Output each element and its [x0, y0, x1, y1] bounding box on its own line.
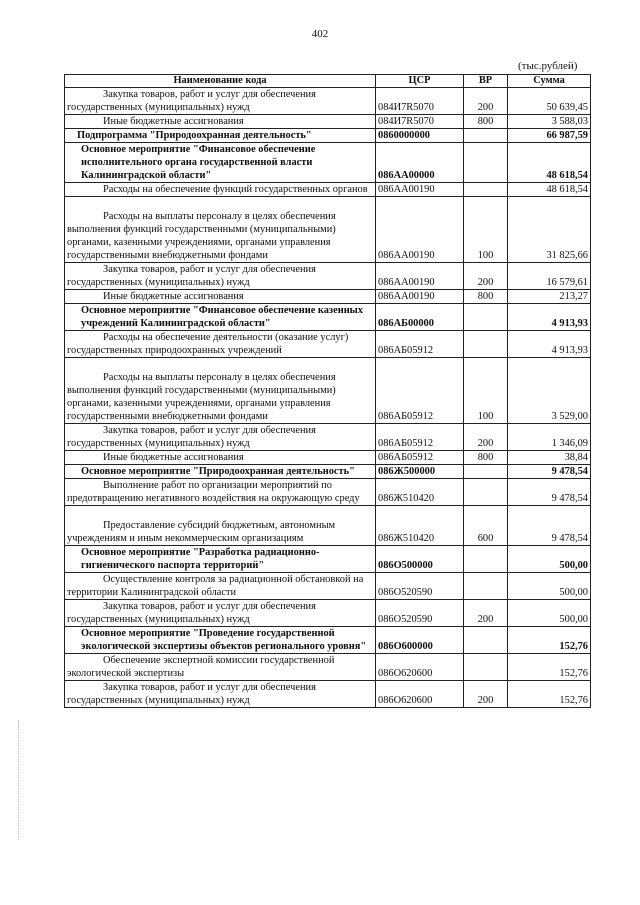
row-code: 086О600000 [376, 627, 464, 654]
table-row [65, 129, 591, 143]
row-vr [464, 627, 508, 654]
row-sum: 500,00 [508, 573, 591, 600]
header-vr: ВР [464, 75, 508, 88]
page-number: 402 [311, 28, 329, 40]
scan-margin-mark [18, 720, 20, 840]
table-row [65, 546, 591, 573]
row-sum: 3 529,00 [508, 358, 591, 424]
row-code: 086АА00190 [376, 183, 464, 197]
row-name: Основное мероприятие "Проведение государственной экологической экспертизы объектов регионального уровня" [65, 627, 376, 654]
table-row [65, 451, 591, 465]
row-code: 086АА00190 [376, 290, 464, 304]
row-code: 086АБ05912 [376, 451, 464, 465]
row-sum: 50 639,45 [508, 88, 591, 115]
row-code: 0860000000 [376, 129, 464, 143]
header-csr: ЦСР [376, 75, 464, 88]
row-vr: 800 [464, 290, 508, 304]
row-vr: 800 [464, 451, 508, 465]
row-sum: 16 579,61 [508, 263, 591, 290]
table-row [65, 600, 591, 627]
table-row [65, 573, 591, 600]
row-sum: 500,00 [508, 600, 591, 627]
row-name: Основное мероприятие "Финансовое обеспечение исполнительного органа государственной власти Калининградской области" [65, 143, 376, 183]
row-code: 084И7R5070 [376, 88, 464, 115]
table-row [65, 654, 591, 681]
table-row [65, 358, 591, 424]
row-sum: 9 478,54 [508, 506, 591, 546]
header-sum: Сумма [508, 75, 591, 88]
row-name: Обеспечение экспертной комиссии государственной экологической экспертизы [65, 654, 376, 681]
row-code: 086АА00190 [376, 197, 464, 263]
row-name: Выполнение работ по организации мероприятий по предотвращению негативного воздействия на окружающую среду [65, 479, 376, 506]
table-row [65, 424, 591, 451]
row-name: Иные бюджетные ассигнования [65, 451, 376, 465]
row-vr [464, 479, 508, 506]
row-code: 086АБ05912 [376, 331, 464, 358]
row-name: Иные бюджетные ассигнования [65, 115, 376, 129]
row-vr: 100 [464, 358, 508, 424]
row-vr: 200 [464, 600, 508, 627]
table-row [65, 88, 591, 115]
table-row [65, 506, 591, 546]
table-row [65, 183, 591, 197]
table-row [65, 304, 591, 331]
row-vr [464, 143, 508, 183]
row-sum: 4 913,93 [508, 304, 591, 331]
row-vr [464, 546, 508, 573]
row-code: 086О520590 [376, 600, 464, 627]
row-vr: 200 [464, 88, 508, 115]
row-code: 086АБ00000 [376, 304, 464, 331]
row-vr: 200 [464, 263, 508, 290]
row-name: Основное мероприятие "Разработка радиационно-гигиенического паспорта территорий" [65, 546, 376, 573]
header-name: Наименование кода [65, 75, 376, 88]
row-code: 086О500000 [376, 546, 464, 573]
row-vr: 200 [464, 681, 508, 708]
row-name: Основное мероприятие "Финансовое обеспечение казенных учреждений Калининградской области" [65, 304, 376, 331]
row-sum: 152,76 [508, 654, 591, 681]
row-vr [464, 654, 508, 681]
row-sum: 1 346,09 [508, 424, 591, 451]
row-code: 086Ж500000 [376, 465, 464, 479]
row-code: 086АБ05912 [376, 358, 464, 424]
row-vr [464, 183, 508, 197]
row-sum: 500,00 [508, 546, 591, 573]
row-code: 084И7R5070 [376, 115, 464, 129]
row-vr [464, 465, 508, 479]
row-code: 086Ж510420 [376, 506, 464, 546]
row-sum: 3 588,03 [508, 115, 591, 129]
table-row [65, 681, 591, 708]
row-code: 086АБ05912 [376, 424, 464, 451]
table-header-row [65, 75, 591, 88]
row-code: 086О520590 [376, 573, 464, 600]
table-row [65, 115, 591, 129]
row-code: 086АА00190 [376, 263, 464, 290]
row-sum: 9 478,54 [508, 465, 591, 479]
row-name: Закупка товаров, работ и услуг для обеспечения государственных (муниципальных) нужд [65, 424, 376, 451]
row-sum: 48 618,54 [508, 143, 591, 183]
row-name: Расходы на выплаты персоналу в целях обеспечения выполнения функций государственными (муниципальными) органами, казенными учреждениями, органами управления государственными внебюджетными фондами [65, 358, 376, 424]
table-row [65, 290, 591, 304]
row-vr: 200 [464, 424, 508, 451]
row-name: Закупка товаров, работ и услуг для обеспечения государственных (муниципальных) нужд [65, 263, 376, 290]
row-name: Расходы на обеспечение деятельности (оказание услуг) государственных природоохранных учреждений [65, 331, 376, 358]
row-name: Закупка товаров, работ и услуг для обеспечения государственных (муниципальных) нужд [65, 600, 376, 627]
row-vr: 600 [464, 506, 508, 546]
row-code: 086О620600 [376, 654, 464, 681]
row-sum: 213,27 [508, 290, 591, 304]
row-sum: 152,76 [508, 681, 591, 708]
row-name: Расходы на обеспечение функций государственных органов [65, 183, 376, 197]
row-name: Осуществление контроля за радиационной обстановкой на территории Калининградской области [65, 573, 376, 600]
row-name: Подпрограмма "Природоохранная деятельность" [65, 129, 376, 143]
row-sum: 31 825,66 [508, 197, 591, 263]
budget-table [64, 74, 591, 708]
row-vr [464, 573, 508, 600]
table-row [65, 197, 591, 263]
row-code: 086АА00000 [376, 143, 464, 183]
table-row [65, 263, 591, 290]
row-sum: 66 987,59 [508, 129, 591, 143]
row-name: Закупка товаров, работ и услуг для обеспечения государственных (муниципальных) нужд [65, 681, 376, 708]
row-sum: 152,76 [508, 627, 591, 654]
row-sum: 9 478,54 [508, 479, 591, 506]
row-name: Основное мероприятие "Природоохранная деятельность" [65, 465, 376, 479]
row-code: 086О620600 [376, 681, 464, 708]
row-code: 086Ж510420 [376, 479, 464, 506]
table-row [65, 331, 591, 358]
table-row [65, 479, 591, 506]
row-name: Закупка товаров, работ и услуг для обеспечения государственных (муниципальных) нужд [65, 88, 376, 115]
table-row [65, 465, 591, 479]
row-vr: 800 [464, 115, 508, 129]
row-vr: 100 [464, 197, 508, 263]
row-name: Предоставление субсидий бюджетным, автономным учреждениям и иным некоммерческим организациям [65, 506, 376, 546]
row-sum: 38,84 [508, 451, 591, 465]
units-label: (тыс.рублей) [518, 60, 578, 72]
row-vr [464, 331, 508, 358]
table-row [65, 143, 591, 183]
row-sum: 48 618,54 [508, 183, 591, 197]
row-name: Расходы на выплаты персоналу в целях обеспечения выполнения функций государственными (муниципальными) органами, казенными учреждениями, органами управления государственными внебюджетными фондами [65, 197, 376, 263]
row-vr [464, 129, 508, 143]
row-sum: 4 913,93 [508, 331, 591, 358]
table-row [65, 627, 591, 654]
row-name: Иные бюджетные ассигнования [65, 290, 376, 304]
row-vr [464, 304, 508, 331]
